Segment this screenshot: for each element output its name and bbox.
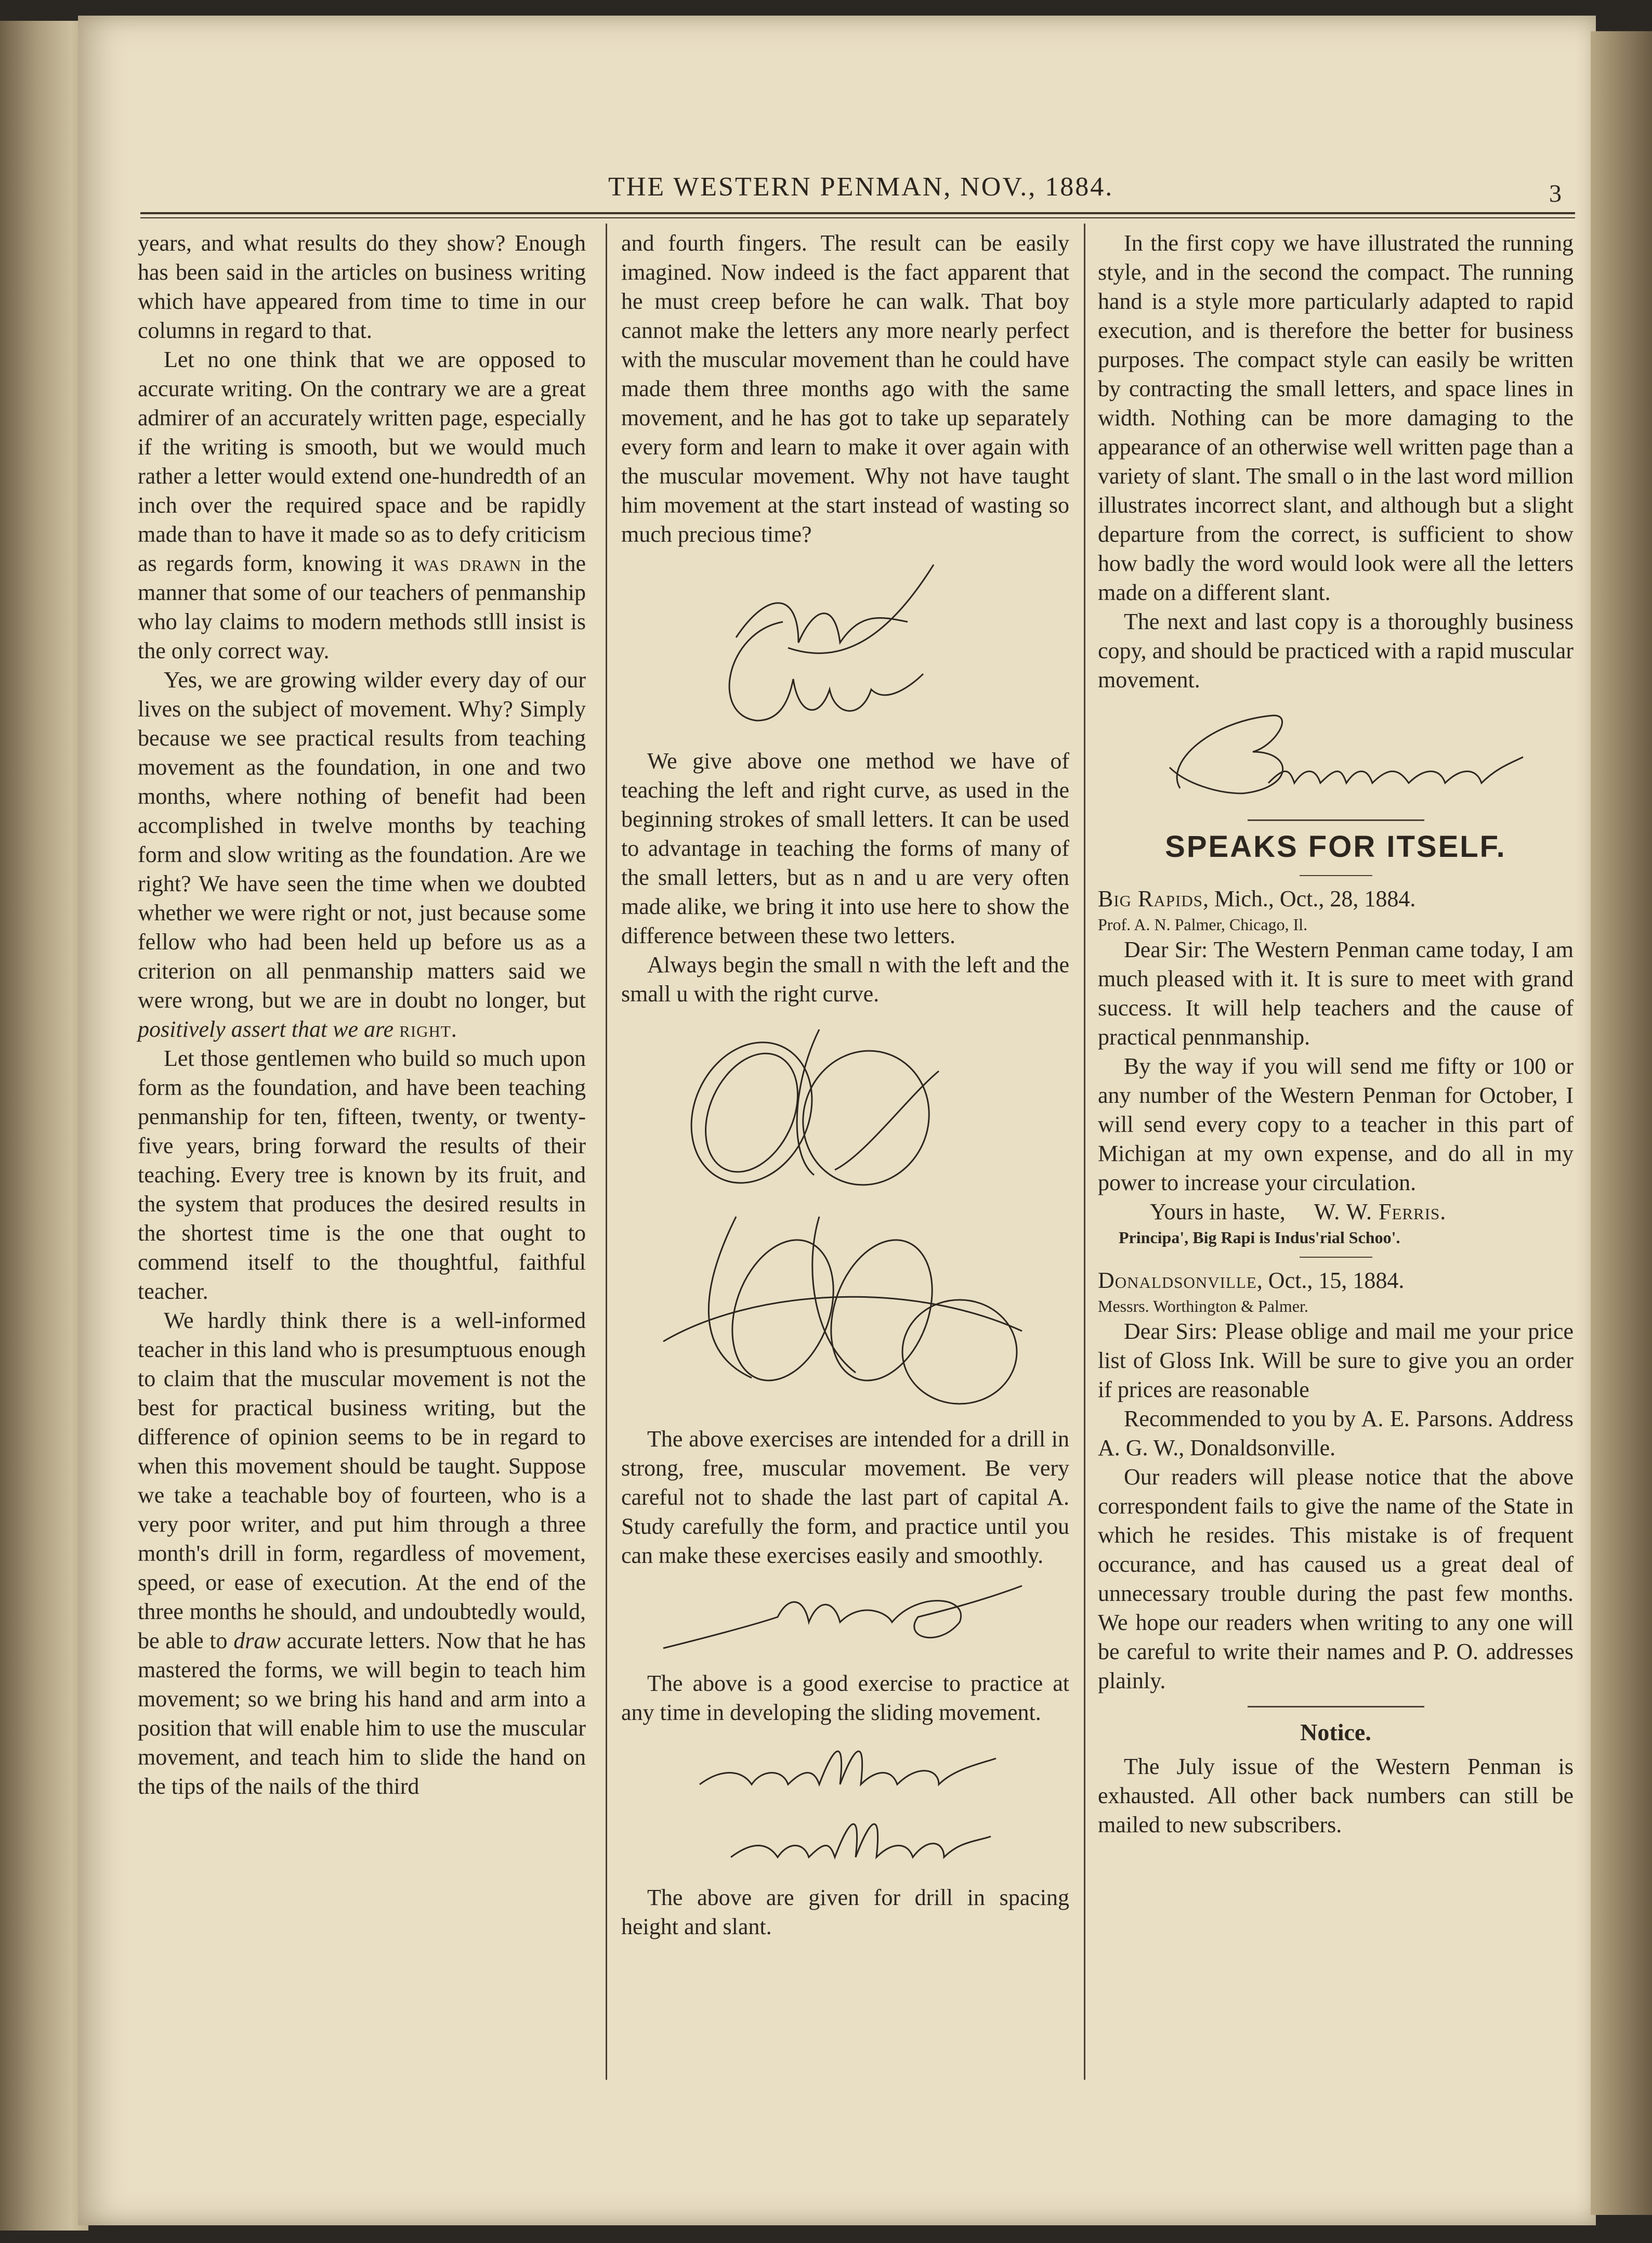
col2-paragraph-4: The above exercises are intended for a drill in strong, free, muscular movement. Be very careful not to shade the last part of capital A. Study carefully the form, and practice until you can make these exercises easily and smoothly. xyxy=(621,1426,1069,1568)
letter1-addressee: Prof. A. N. Palmer, Chicago, Il. xyxy=(1098,915,1308,934)
right-page-edge xyxy=(1591,31,1652,2215)
col1-p5-text-b: accurate letters. Now that he has mastered the forms, we will begin to teach him movement; so we bring his hand and arm into a position that will enable him to use the muscular movement, and teach him to slide the hand on the tips of the nails of the third xyxy=(138,1628,586,1799)
col1-paragraph-1: years, and what results do they show? Enough has been said in the articles on business writing which have appeared from time to time in our columns in regard to that. xyxy=(138,230,586,343)
letter1-body-2: By the way if you will send me fifty or 100 or any number of the Western Penman for October, I will send every copy to a teacher in this part of Michigan at my own expense, and do all in my power to increase your circulation. xyxy=(1098,1053,1574,1195)
masthead-title: THE WESTERN PENMAN, NOV., 1884. xyxy=(608,172,1114,202)
col1-p2-smallcaps: was drawn xyxy=(414,551,522,576)
letter1-signer-title: Principa', Big Rapi is Indus'rial Schoo'. xyxy=(1119,1228,1400,1247)
page-header xyxy=(78,156,1575,218)
col1-paragraph-3 xyxy=(138,666,586,1044)
letter2-body-1: Dear Sirs: Please oblige and mail me your price list of Gloss Ink. Will be sure to give you an order if prices are reasonable xyxy=(1098,1319,1574,1402)
letter1-place: Big Rapids xyxy=(1098,886,1203,911)
col1-p3-smallcaps: right. xyxy=(399,1016,457,1042)
col1-p2-text-a: Let no one think that we are opposed to accurate writing. On the contrary we are a great admirer of an accurately written page, especially if the writing is smooth, but we would much rather a letter would extend one-hundredth of an inch over the required space and be rapidly made than to have it made so as to defy criticism as regards form, knowing it xyxy=(138,347,586,576)
column-divider-1 xyxy=(606,224,607,2080)
col1-p5-text-a: We hardly think there is a well-informed teacher in this land who is presumptuous enough to claim that the muscular movement is not the best for practical business writing, but the difference of opinion seems to be in regard to when this movement should be taught. Suppose we take a teachable boy of fourteen, who is a very poor writer, and put him through a three month's drill in form, regardless of movement, speed, or ease of execution. At the end of the three months he should, and undoubtedly would, be able to xyxy=(138,1308,586,1653)
col1-p5-italic: draw xyxy=(233,1628,281,1653)
letter2-addressee: Messrs. Worthington & Palmer. xyxy=(1098,1297,1308,1315)
business-copy-illustration xyxy=(1098,705,1574,809)
column-3 xyxy=(1098,229,1574,1840)
col2-paragraph-2: We give above one method we have of teaching the left and right curve, as used in the beginning strokes of small letters. It can be used to advantage in teaching the forms of many of the small letters, but as n and u are very often made alike, we bring it into use here to show the difference between these two letters. xyxy=(621,748,1069,948)
left-page-edge xyxy=(0,21,88,2231)
million-copy-illustration xyxy=(621,1738,1069,1873)
col1-paragraph-4: Let those gentlemen who build so much upon form as the foundation, and have been teaching penmanship for ten, fifteen, twenty, or twenty-five years, bring forward the results of their teaching. Every tree is known by its fruit, and the system that produces the desired results in the shortest time is the one that ought to commend itself to the thoughtful, faithful teacher. xyxy=(138,1046,586,1304)
letters-divider xyxy=(1300,1257,1372,1258)
notice-title: Notice. xyxy=(1300,1719,1371,1745)
script-n-u-illustration xyxy=(621,559,1069,736)
col2-paragraph-6: The above are given for drill in spacing height and slant. xyxy=(621,1885,1069,1939)
letter1-signoff xyxy=(1098,1197,1574,1227)
heading-underline xyxy=(1300,875,1372,876)
letter2-body-3: Our readers will please notice that the above correspondent fails to give the name of the State in which he resides. This mistake is of frequent occurance, and has caused us a great deal of unnecessary trouble during the past few months. We hope our readers when writing to any one will be careful to write their names and P. O. addresses plainly. xyxy=(1098,1464,1574,1693)
column-divider-2 xyxy=(1084,224,1085,2080)
col2-paragraph-1: and fourth fingers. The result can be easily imagined. Now indeed is the fact apparent that he must creep before he can walk. That boy cannot make the letters any more nearly perfect with the muscular movement than he could have made them three months ago with the same movement, and he has got to take up separately every form and learn to make it over again with the muscular movement. Why not have taught him movement at the start instead of wasting so much precious time? xyxy=(621,230,1069,547)
col1-p3-text: Yes, we are growing wilder every day of our lives on the subject of movement. Why? Simply because we see practical results from teaching movement as the foundation, in one and two months, where nothing of benefit had been accomplished in twelve months by teaching form and slow writing as the foundation. Are we right? We have seen the time when we doubted whether we were right or not, just because some fellow who had been held up before us as a criterion on all penmanship matters said we were wrong, but we are in doubt no longer, but xyxy=(138,667,586,1013)
capital-a-exercise-illustration xyxy=(621,1019,1069,1414)
column-1 xyxy=(138,229,586,1801)
notice-rule xyxy=(1248,1706,1424,1707)
letter1-body-1: Dear Sir: The Western Penman came today, I am much pleased with it. It is sure to meet with grand success. It will help teachers and the cause of practical pennmanship. xyxy=(1098,937,1574,1050)
letter2-dateline xyxy=(1098,1266,1574,1295)
letter1-signer: W. W. Ferris. xyxy=(1314,1199,1447,1224)
million-copy-drawing xyxy=(648,1738,1043,1873)
letter2-place: Donaldsonville xyxy=(1098,1268,1257,1293)
col1-p3-italic: positively assert that we are xyxy=(138,1016,394,1042)
sliding-exercise-drawing xyxy=(648,1581,1043,1659)
letter1-date: , Mich., Oct., 28, 1884. xyxy=(1203,886,1416,911)
business-copy-drawing xyxy=(1138,705,1533,809)
letter2-body-2: Recommended to you by A. E. Parsons. Address A. G. W., Donaldsonville. xyxy=(1098,1406,1574,1460)
letter1-dateline xyxy=(1098,884,1574,914)
section-rule xyxy=(1248,819,1424,821)
header-rule xyxy=(140,212,1575,218)
notice-body: The July issue of the Western Penman is exhausted. All other back numbers can still be mailed to new subscribers. xyxy=(1098,1754,1574,1837)
col3-paragraph-1: In the first copy we have illustrated the running style, and in the second the compact. The running hand is a style more particularly adapted to rapid execution, and is therefore the better for business purposes. The compact style can easily be written by contracting the small letters, and space lines in width. Nothing can be more damaging to the appearance of an otherwise well written page than a variety of slant. The small o in the last word million illustrates incorrect slant, and although but a slight departure from the correct, is sufficient to show how badly the word would look were all the letters made on a different slant. xyxy=(1098,230,1574,605)
section-heading: SPEAKS FOR ITSELF. xyxy=(1165,830,1506,864)
letter1-closing: Yours in haste, xyxy=(1150,1199,1286,1224)
col1-p2-text-b: in the manner that some of our teachers of penmanship who lay claims to modern methods stlll insist is the only correct way. xyxy=(138,551,586,663)
letter2-date: , Oct., 15, 1884. xyxy=(1256,1268,1405,1293)
col3-paragraph-2: The next and last copy is a thoroughly business copy, and should be practiced with a rapid muscular movement. xyxy=(1098,609,1574,693)
col2-paragraph-3: Always begin the small n with the left and the small u with the right curve. xyxy=(621,952,1069,1007)
col2-paragraph-5: The above is a good exercise to practice at any time in developing the sliding movement. xyxy=(621,1671,1069,1725)
col1-paragraph-5 xyxy=(138,1306,586,1801)
capital-a-exercise-drawing xyxy=(648,1019,1043,1414)
column-2 xyxy=(621,229,1069,1941)
page-number: 3 xyxy=(1549,180,1562,207)
col1-paragraph-2 xyxy=(138,345,586,666)
n-u-curve-drawing xyxy=(663,559,1027,736)
sliding-exercise-illustration xyxy=(621,1581,1069,1659)
